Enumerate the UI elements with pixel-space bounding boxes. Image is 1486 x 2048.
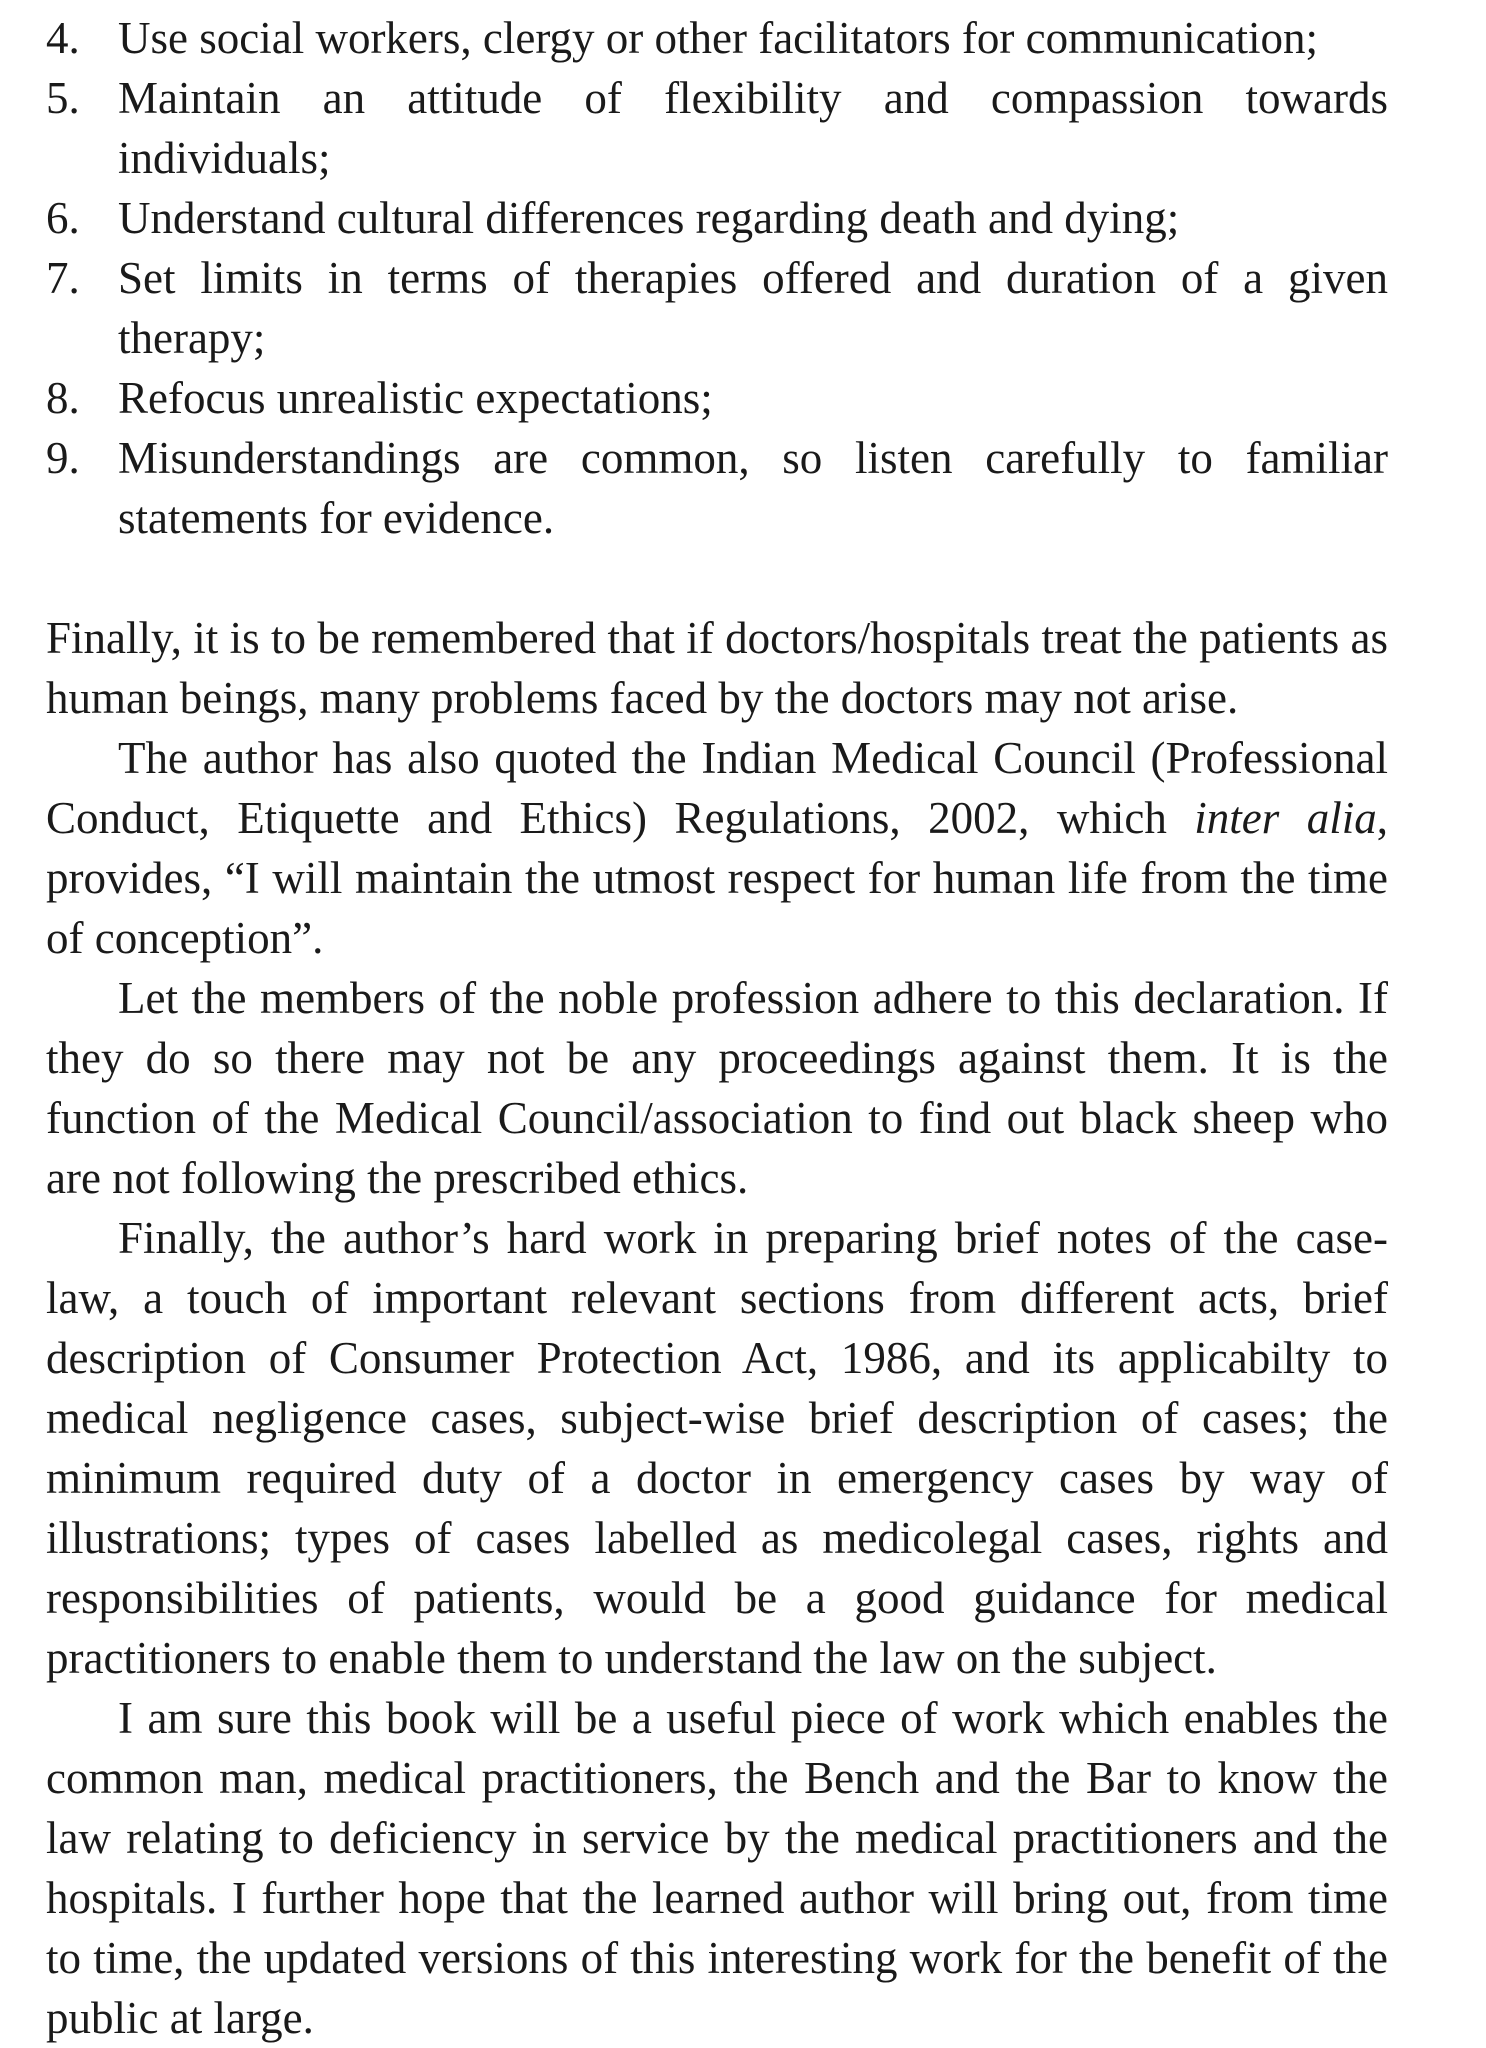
section-gap — [46, 548, 1388, 608]
list-item-number: 9. — [46, 433, 80, 483]
paragraph-noble-profession: Let the members of the noble profession adhere to this declaration. If they do so there may not be any proceedings against them. It is the function of the Medical Council/association to find out black sheep who are not following the prescribed ethics. — [46, 973, 1388, 1203]
list-item — [46, 188, 1388, 248]
list-item-text: Maintain an attitude of flexibility and compassion towards individuals; — [118, 73, 1388, 183]
list-item-text: Misunderstandings are common, so listen carefully to familiar statements for evidence. — [118, 433, 1388, 543]
paragraph-closing-remark: Finally, it is to be remembered that if doctors/hospitals treat the patients as human beings, many problems faced by the doctors may not arise. — [46, 613, 1388, 723]
list-item-text: Use social workers, clergy or other facilitators for communication; — [118, 13, 1319, 63]
paragraph-author-work: Finally, the author’s hard work in preparing brief notes of the case-law, a touch of important relevant sections from different acts, brief description of Consumer Protection Act, 1986, and its applicabilty to medical negligence cases, subject-wise brief description of cases; the minimum required duty of a doctor in emergency cases by way of illustrations; types of cases labelled as medicolegal cases, rights and responsibilities of patients, would be a good guidance for medical practitioners to enable them to understand the law on the subject. — [46, 1213, 1388, 1683]
list-item — [46, 68, 1388, 188]
list-item — [46, 428, 1388, 548]
list-item-number: 7. — [46, 253, 80, 303]
paragraph-medical-council-quote — [46, 728, 1388, 968]
list-item — [46, 368, 1388, 428]
list-item-number: 6. — [46, 193, 80, 243]
numbered-list — [46, 8, 1388, 548]
list-item-number: 5. — [46, 73, 80, 123]
list-item — [46, 248, 1388, 368]
list-item-text: Set limits in terms of therapies offered and duration of a given therapy; — [118, 253, 1388, 363]
paragraph-text: , provides, “I will maintain the utmost respect for human life from the time of conception”. — [46, 793, 1389, 963]
document-page — [46, 8, 1388, 2048]
list-item-number: 8. — [46, 373, 80, 423]
list-item-number: 4. — [46, 13, 80, 63]
italic-phrase: inter alia — [1194, 793, 1377, 843]
paragraph-text: The author has also quoted the Indian Medical Council (Professional Conduct, Etiquette and Ethics) Regulations, 2002, which — [46, 733, 1388, 843]
list-item — [46, 8, 1388, 68]
list-item-text: Understand cultural differences regarding death and dying; — [118, 193, 1180, 243]
paragraph-book-usefulness: I am sure this book will be a useful piece of work which enables the common man, medical practitioners, the Bench and the Bar to know the law relating to deficiency in service by the medical practitioners and the hospitals. I further hope that the learned author will bring out, from time to time, the updated versions of this interesting work for the benefit of the public at large. — [46, 1693, 1388, 2043]
list-item-text: Refocus unrealistic expectations; — [118, 373, 713, 423]
